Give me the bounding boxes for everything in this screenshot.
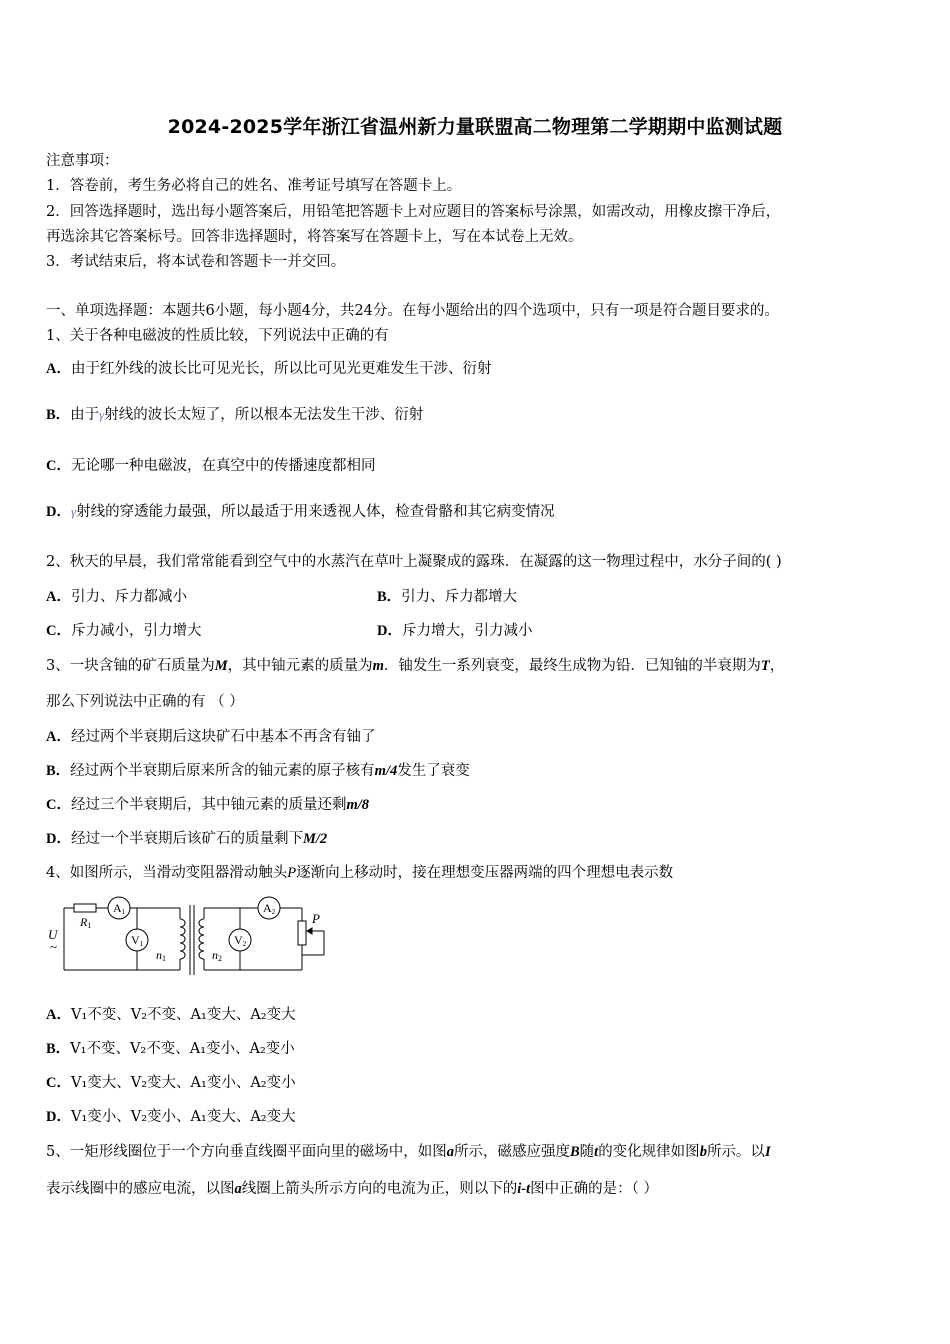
option-text: 引力、斥力都减小 (70, 589, 187, 605)
q2-option-d (377, 621, 532, 641)
gamma-symbol: γ (70, 504, 77, 519)
notice-item-1: 1．答卷前，考生务必将自己的姓名、准考证号填写在答题卡上。 (46, 178, 462, 194)
stem-text: 表示线圈中的感应电流，以图 (46, 1181, 235, 1197)
var-it: i-t (517, 1181, 531, 1197)
var-B: B (569, 1144, 580, 1160)
option-text: 射线的波长太短了，所以根本无法发生干涉、衍射 (104, 407, 424, 423)
var-T: T (760, 658, 770, 674)
rheostat (298, 921, 306, 945)
q3-option-b (46, 761, 470, 781)
label-a1: A1 (113, 901, 126, 916)
q1-option-d (46, 502, 555, 522)
q3-stem-line2: 那么下列说法中正确的有 （ ） (46, 694, 244, 710)
option-letter: D． (377, 623, 402, 639)
stem-text: 线圈上箭头所示方向的电流为正，则以下的 (241, 1181, 518, 1197)
option-letter: C． (46, 797, 71, 813)
var-a: a (234, 1181, 242, 1197)
label-n2: n2 (212, 948, 222, 963)
var-I: I (764, 1144, 771, 1160)
stem-text: ，其中铀元素的质量为 (227, 658, 373, 674)
option-letter: B． (377, 589, 402, 605)
option-letter: A． (46, 361, 71, 377)
label-v2: V2 (234, 933, 247, 948)
option-text: 经过三个半衰期后，其中铀元素的质量还剩 (70, 797, 347, 813)
stem-text: 5、一矩形线圈位于一个方向垂直线圈平面向里的磁场中，如图 (46, 1144, 447, 1160)
slider-arrow (307, 928, 312, 934)
section-heading: 一、单项选择题：本题共6小题，每小题4分，共24分。在每小题给出的四个选项中，只有一项是符合题目要求的。 (46, 303, 779, 319)
stem-text: 逐渐向上移动时，接在理想变压器两端的四个理想电表示数 (296, 865, 674, 881)
var-t: t (594, 1144, 599, 1160)
option-text: V₁变大、V₂变大、A₁变小、A₂变小 (70, 1075, 296, 1091)
option-letter: C． (46, 1075, 71, 1091)
option-text: 经过两个半衰期后这块矿石中基本不再含有铀了 (70, 729, 376, 745)
q4-stem (46, 863, 673, 883)
option-letter: B． (46, 407, 71, 423)
secondary-coil (199, 919, 204, 959)
label-u: U (48, 927, 58, 942)
q4-option-d (46, 1107, 296, 1127)
option-text: V₁不变、V₂不变、A₁变小、A₂变小 (70, 1041, 295, 1057)
q5-stem (46, 1142, 771, 1162)
label-r1: R1 (80, 915, 92, 930)
primary-coil (180, 919, 185, 959)
option-letter: B． (46, 1041, 71, 1057)
option-text: 经过两个半衰期后原来所含的铀元素的原子核有 (70, 763, 375, 779)
q4-option-c (46, 1073, 296, 1093)
option-letter: A． (46, 589, 71, 605)
option-text: 发生了衰变 (397, 763, 470, 779)
option-text: 由于 (70, 407, 100, 423)
option-text: 斥力增大，引力减小 (401, 623, 533, 639)
q2-option-c (46, 621, 201, 641)
q1-option-a (46, 359, 491, 379)
option-text: 经过一个半衰期后该矿石的质量剩下 (70, 831, 303, 847)
notice-item-2a: 2．回答选择题时，选出每小题答案后，用铅笔把答题卡上对应题目的答案标号涂黑，如需改动，用橡皮擦干净后， (46, 204, 781, 220)
fraction: m/8 (346, 797, 370, 813)
q4-option-a (46, 1005, 296, 1025)
label-v1: V1 (131, 933, 144, 948)
option-text: 斥力减小，引力增大 (70, 623, 202, 639)
stem-text: 3、一块含铀的矿石质量为 (46, 658, 215, 674)
label-n1: n1 (156, 948, 166, 963)
stem-text: 图中正确的是：（ ） (530, 1181, 658, 1197)
var-m: m (372, 658, 384, 674)
notice-item-2b: 再选涂其它答案标号。回答非选择题时，将答案写在答题卡上，写在本试卷上无效。 (46, 229, 583, 245)
var-a: a (446, 1144, 454, 1160)
label-p: P (312, 911, 320, 926)
gamma-symbol: γ (99, 407, 105, 422)
stem-text: 的变化规律如图 (598, 1144, 700, 1160)
q2-option-a (46, 587, 187, 607)
q2-stem: 2、秋天的早晨，我们常常能看到空气中的水蒸汽在草叶上凝聚成的露珠．在凝露的这一物理过程中，水分子间的( ) (46, 554, 782, 570)
option-text: 射线的穿透能力最强，所以最适于用来透视人体，检查骨骼和其它病变情况 (76, 504, 555, 520)
option-text: 由于红外线的波长比可见光长，所以比可见光更难发生干涉、衍射 (70, 361, 492, 377)
var-M: M (214, 658, 228, 674)
stem-text: 4、如图所示，当滑动变阻器滑动触头 (46, 865, 288, 881)
q1-option-c (46, 456, 375, 476)
notice-item-3: 3．考试结束后，将本试卷和答题卡一并交回。 (46, 254, 346, 270)
label-ac: ~ (50, 939, 58, 954)
option-letter: D． (46, 831, 71, 847)
q1-stem: 1、关于各种电磁波的性质比较，下列说法中正确的有 (46, 328, 389, 344)
q3-stem (46, 656, 784, 676)
var-b: b (699, 1144, 707, 1160)
stem-text: 随 (579, 1144, 595, 1160)
q5-stem-line2 (46, 1179, 658, 1199)
q3-option-d (46, 829, 327, 849)
stem-text: 所示。以 (706, 1144, 765, 1160)
q3-option-a (46, 727, 375, 747)
option-text: 引力、斥力都增大 (401, 589, 518, 605)
notice-heading: 注意事项： (46, 153, 119, 169)
stem-text: ， (769, 658, 785, 674)
resistor-r1 (74, 904, 96, 912)
option-text: V₁不变、V₂不变、A₁变大、A₂变大 (70, 1007, 296, 1023)
option-letter: C． (46, 458, 71, 474)
q4-option-b (46, 1039, 295, 1059)
transformer-circuit-diagram (44, 895, 344, 980)
label-a2: A2 (263, 901, 276, 916)
var-P: P (287, 865, 297, 881)
q1-option-b (46, 405, 423, 425)
stem-text: 所示，磁感应强度 (453, 1144, 570, 1160)
option-letter: A． (46, 1007, 71, 1023)
option-text: V₁变小、V₂变小、A₁变大、A₂变大 (70, 1109, 296, 1125)
option-letter: A． (46, 729, 71, 745)
option-letter: C． (46, 623, 71, 639)
stem-text: ．铀发生一系列衰变，最终生成物为铅．已知铀的半衰期为 (383, 658, 761, 674)
q2-option-b (377, 587, 517, 607)
q3-option-c (46, 795, 369, 815)
page-title: 2024-2025学年浙江省温州新力量联盟高二物理第二学期期中监测试题 (167, 116, 783, 138)
fraction: m/4 (374, 763, 398, 779)
option-letter: D． (46, 1109, 71, 1125)
fraction: M/2 (302, 831, 328, 847)
option-letter: D． (46, 504, 71, 520)
option-text: 无论哪一种电磁波，在真空中的传播速度都相同 (70, 458, 376, 474)
option-letter: B． (46, 763, 71, 779)
